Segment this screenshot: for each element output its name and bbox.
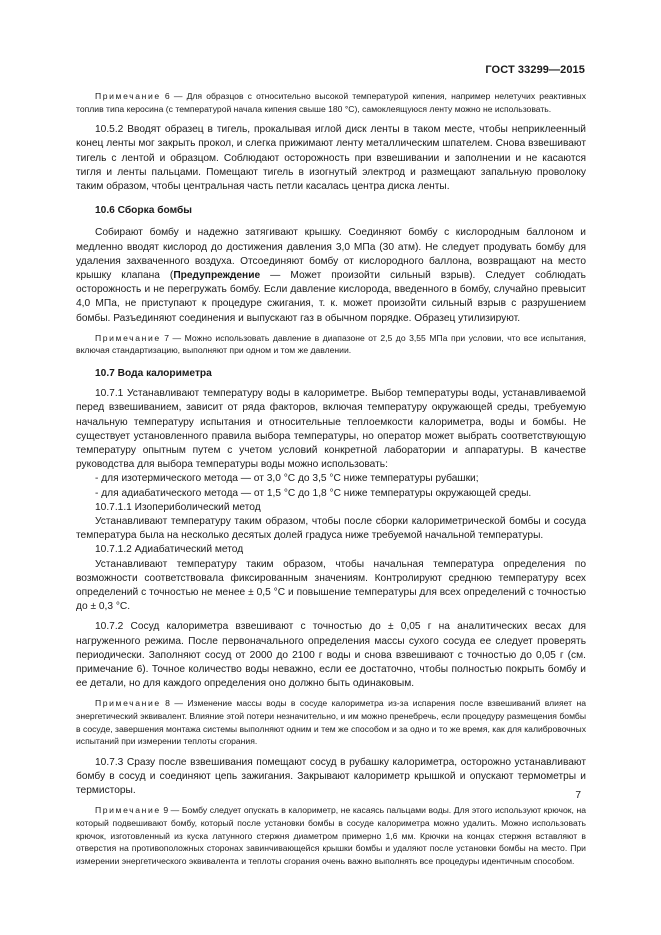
note-text: 9 — Бомбу следует опускать в калориметр, не касаясь пальцами воды. Для этого используют крючок, на который подвешивают бомбу, который после установки бомбы в сосуде калориметра можно удалить. Можно использовать крючок, изготовленный из куска латунного стержня диаметром примерно 1,6 мм. Крючки на концах стержня вставляют в отверстия на противоположных сторонах завинчивающейся крышки бомбы и удаляют после установки бомбы на место. При измерении энергетического эквивалента и теплоты сгорания очень важно выполнять все процедуры идентичным способом. — [76, 805, 586, 866]
paragraph-10-7-1-1: Устанавливают температуру таким образом, чтобы после сборки калориметрической бомбы и сосуда температура была на несколько десятых долей градуса ниже требуемой начальной температуры. — [76, 516, 586, 542]
subsection-heading-10-7-1-2: 10.7.1.2 Адиабатический метод — [95, 544, 244, 556]
note-text: 7 — Можно использовать давление в диапазоне от 2,5 до 3,55 МПа при условии, что все испытания, включая стандартизацию, выполняют при одном и том же давлении. — [76, 332, 586, 356]
paragraph-10-7-3: 10.7.3 Сразу после взвешивания помещают сосуд в рубашку калориметра, осторожно устанавливают бомбу в сосуд и соединяют цепь зажигания. Закрывают калориметр крышкой и опускают термометры и термисторы. — [76, 756, 586, 797]
paragraph-text: — Может произойти сильный взрыв). Следует соблюдать осторожность и не перегружать бомбу. Если давление кислорода, введенного в бомбу, случайно превысит 4,0 МПа, не приступают к процедуре сжигания, т. к. может произойти сильный взрыв с разрушением бомбы. Разъединяют соединения и выпускают газ в обычном порядке. Образец утилизируют. — [76, 270, 586, 324]
note-label: Примечание — [95, 332, 161, 343]
note-9 — [76, 804, 586, 867]
paragraph-10-7-1: 10.7.1 Устанавливают температуру воды в калориметре. Выбор температуры воды, устанавливаемой перед взвешиванием, зависит от ряда факторов, включая температуру окружающей среды, требуемую начальную температуру испытания и относительные теплоемкости калориметра, воды и бомбы. Не существует установленного правила выбора температуры, но оператор может выбрать соответствующую температуру опытным путем с учетом условий конкретной лаборатории и аппаратуры. В качестве руководства для выбора температуры воды можно использовать: — [76, 388, 586, 471]
list-item: - для изотермического метода — от 3,0 °С до 3,5 °С ниже температуры рубашки; — [95, 473, 479, 485]
note-7 — [76, 332, 586, 357]
note-6 — [76, 90, 586, 115]
document-header: ГОСТ 33299—2015 — [485, 64, 585, 76]
list-item: - для адиабатического метода — от 1,5 °С до 1,8 °С ниже температуры окружающей среды. — [95, 487, 532, 499]
note-label: Примечание — [95, 91, 161, 101]
subsection-heading-10-7-1-1: 10.7.1.1 Изопериболический метод — [95, 501, 261, 513]
page-content — [76, 90, 586, 867]
note-text: 6 — Для образцов с относительно высокой температурой кипения, например нелетучих реактивных топлив типа керосина (с температурой начала кипения свыше 180 °С), самоклеящуюся ленту можно не использовать. — [76, 91, 586, 114]
page-number: 7 — [575, 790, 581, 801]
section-heading-10-6: 10.6 Сборка бомбы — [95, 205, 192, 217]
note-8 — [76, 697, 586, 747]
paragraph-10-7-2: 10.7.2 Сосуд калориметра взвешивают с точностью до ± 0,05 г на аналитических весах для нагруженного режима. После первоначального определения массы сухого сосуда ее следует проверять периодически. Заполняют сосуд от 2000 до 2100 г воды и снова взвешивают с точностью до 0,05 г (см. примечание 6). Точное количество воды неважно, если ее достаточно, чтобы полностью покрыть бомбу и ее детали, но для каждого определения оно должно быть одинаковым. — [76, 621, 586, 690]
paragraph-text: Собирают бомбу и надежно затягивают крышку. Соединяют бомбу с кислородным баллоном и медленно вводят кислород до достижения давления 3,0 МПа (30 атм). Не следует продувать бомбу для удаления захваченного воздуха. Отсоединяют бомбу от кислородного баллона, возвращают на место крышку клапана ( — [76, 227, 586, 282]
note-text: 8 — Изменение массы воды в сосуде калориметра из-за испарения после взвешиваний влияет на энергетический эквивалент. Влияние этой потери незначительно, и им можно пренебречь, если процедуру размещения бомбы в сосуде, завершения монтажа системы выполняют одним и тем же способом и за одно и то же время, как для калибровочных испытаний при измерении теплоты сгорания. — [76, 698, 586, 747]
paragraph-10-7-1-2: Устанавливают температуру таким образом, чтобы начальная температура определения по возможности соответствовала фиксированным значениям. Контролируют среднюю температуру всех определений с точностью не менее ± 0,5 °С и повышение температуры для всех определений с точностью до ± 0,3 °С. — [76, 558, 586, 613]
warning-label: Предупреждение — [173, 270, 261, 282]
note-label: Примечание — [95, 805, 161, 816]
paragraph-10-5-2: 10.5.2 Вводят образец в тигель, прокалывая иглой диск ленты в таком месте, чтобы неприклеенный конец ленты мог закрыть прокол, и слегка прижимают ленту металлическим шпателем. Снова взвешивают тигель с лентой и образцом. Соблюдают осторожность при взвешивании и заполнении и не касаются тигля и ленты пальцами. Помещают тигель в изогнутый электрод и размещают запальную проволоку таким образом, чтобы центральная часть петли касалась центра диска ленты. — [76, 124, 586, 192]
section-heading-10-7: 10.7 Вода калориметра — [95, 368, 212, 380]
note-label: Примечание — [95, 698, 161, 709]
paragraph-10-6 — [76, 226, 586, 325]
